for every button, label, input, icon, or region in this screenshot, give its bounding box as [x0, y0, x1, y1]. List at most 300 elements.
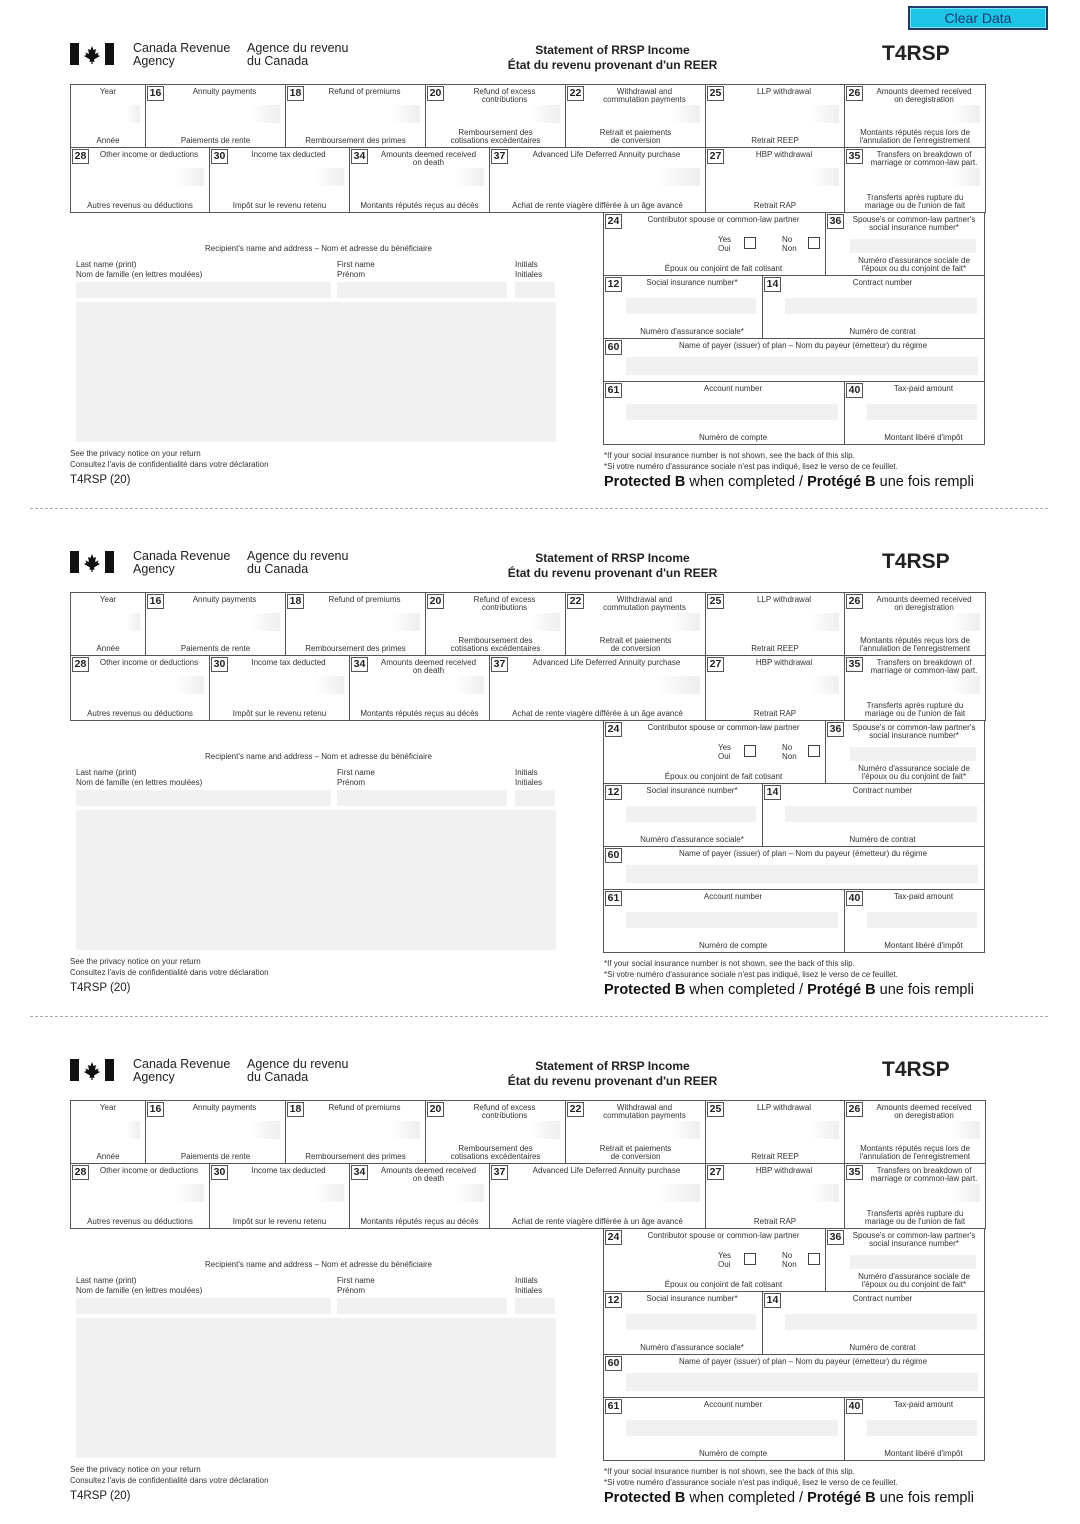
box-label-fr: Remboursement des primes [305, 644, 406, 653]
contract-number-input[interactable] [785, 1314, 977, 1330]
box-label-en: Social insurance number* [646, 786, 738, 795]
box-label-en: Transfers on breakdown of marriage or common-law part. [870, 150, 978, 167]
box-61-account-number [603, 1397, 845, 1461]
spouse-sin-input[interactable] [850, 239, 976, 253]
box-34 [349, 655, 490, 721]
box-label-en: Amounts deemed received on death [380, 1166, 477, 1183]
initials-label-en: Initials [515, 1276, 538, 1285]
box-label-fr: Retrait REEP [751, 1152, 799, 1161]
box-label-fr: Montant libéré d'impôt [884, 433, 963, 442]
box-label-en: Amounts deemed received on deregistration [876, 87, 972, 104]
box-label-fr: Transferts après rupture du mariage ou de l'union de fait [864, 1209, 966, 1226]
box-25-input[interactable] [710, 1121, 839, 1139]
protected-b-notice [604, 474, 974, 490]
last-name-label-fr: Nom de famille (en lettres moulées) [76, 1286, 203, 1295]
initials-label-fr: Initiales [515, 778, 543, 787]
box-12-sin [603, 783, 763, 847]
box-label-fr: Montants réputés reçus au décès [360, 201, 479, 210]
box-number: 22 [567, 86, 584, 101]
first-name-label-fr: Prénom [337, 1286, 366, 1295]
recipient-address-input[interactable] [76, 810, 556, 950]
box-22 [565, 592, 706, 656]
box-60-payer-name [603, 338, 985, 382]
box-number: 61 [605, 1399, 622, 1414]
box-label-en: Annuity payments [192, 87, 257, 96]
agency-en-line1: Canada Revenue [133, 1057, 231, 1071]
box-35-input[interactable] [849, 676, 980, 694]
box-label-en: Refund of premiums [328, 1103, 401, 1112]
box-number: 30 [211, 149, 228, 164]
no-label-fr: Non [782, 1260, 797, 1269]
box-34-input[interactable] [354, 676, 484, 694]
box-label-en: Year [99, 87, 117, 96]
box-number: 37 [491, 657, 508, 672]
slip-title-fr: État du revenu provenant d'un REER [507, 1074, 718, 1088]
agency-name-fr [247, 550, 348, 576]
protected-b-notice [604, 1490, 974, 1506]
box-label-fr: Retrait et paiements de conversion [599, 636, 672, 653]
box-number: 28 [72, 149, 89, 164]
box-16-input[interactable] [150, 1121, 280, 1139]
recipient-address-input[interactable] [76, 302, 556, 442]
last-name-input[interactable] [76, 1298, 331, 1314]
box-label-en: Tax-paid amount [893, 892, 954, 901]
box-30 [209, 655, 350, 721]
box-37-input[interactable] [494, 168, 700, 186]
box-year-input[interactable] [75, 1121, 140, 1139]
box-20-input[interactable] [430, 105, 560, 123]
box-number: 22 [567, 1102, 584, 1117]
box-label-en: Advanced Life Deferred Annuity purchase [532, 658, 681, 667]
box-label-fr: Autres revenus ou déductions [87, 1217, 193, 1226]
box-number: 27 [707, 657, 724, 672]
box-label-fr: Paiements de rente [180, 1152, 251, 1161]
box-label-fr: Remboursement des primes [305, 136, 406, 145]
box-number: 20 [427, 1102, 444, 1117]
box-34 [349, 1163, 490, 1229]
box-26 [844, 1100, 986, 1164]
sin-input[interactable] [626, 298, 756, 314]
t4rsp-slip [0, 1016, 1080, 1524]
box-30-input[interactable] [214, 676, 344, 694]
box-12-sin [603, 1291, 763, 1355]
box-number: 20 [427, 594, 444, 609]
agency-name-en [133, 1058, 230, 1084]
form-code: T4RSP [882, 550, 950, 573]
last-name-input[interactable] [76, 790, 331, 806]
account-number-input[interactable] [626, 912, 838, 928]
agency-en-line2: Agency [133, 54, 175, 68]
box-number: 24 [605, 1230, 622, 1245]
box-61-account-number [603, 889, 845, 953]
first-name-input[interactable] [337, 282, 507, 298]
box-label-en: Contract number [852, 1294, 913, 1303]
recipient-heading: Recipient's name and address – Nom et adresse du bénéficiaire [205, 1260, 432, 1269]
privacy-notice-fr: Consultez l'avis de confidentialité dans votre déclaration [70, 1476, 269, 1485]
box-number: 34 [351, 657, 368, 672]
box-label-fr: Montant libéré d'impôt [884, 941, 963, 950]
box-16-input[interactable] [150, 105, 280, 123]
box-number: 12 [605, 1293, 622, 1308]
box-label-en: Withdrawal and commutation payments [603, 595, 686, 612]
box-label-en: Amounts deemed received on death [380, 150, 477, 167]
protected-une-fois: une fois rempli [875, 474, 974, 490]
box-label-fr: Retrait REEP [751, 136, 799, 145]
box-label-fr: Autres revenus ou déductions [87, 709, 193, 718]
no-checkbox[interactable] [808, 745, 820, 757]
box-27-input[interactable] [710, 168, 839, 186]
box-label-en: Name of payer (issuer) of plan – Nom du payeur (émetteur) du régime [678, 849, 928, 858]
box-year-input[interactable] [75, 613, 140, 631]
first-name-label-en: First name [337, 1276, 375, 1285]
box-year-input[interactable] [75, 105, 140, 123]
box-20-input[interactable] [430, 613, 560, 631]
sin-footnote-fr: *Si votre numéro d'assurance sociale n'est pas indiqué, lisez le verso de ce feuillet. [604, 970, 898, 979]
first-name-label-en: First name [337, 260, 375, 269]
box-28-input[interactable] [75, 168, 204, 186]
box-label-en: Transfers on breakdown of marriage or common-law part. [870, 658, 978, 675]
box-label-fr: Numéro de contrat [849, 1343, 916, 1352]
box-27-input[interactable] [710, 1184, 839, 1202]
box-22-input[interactable] [570, 613, 700, 631]
box-34-input[interactable] [354, 168, 484, 186]
box-label-en: Refund of premiums [328, 595, 401, 604]
box-16 [145, 1100, 286, 1164]
box-26 [844, 84, 986, 148]
box-year [70, 592, 146, 656]
box-label-fr: Montants réputés reçus lors de l'annulation de l'enregistrement [859, 636, 971, 653]
box-label-fr: Achat de rente viagère différée à un âge avancé [512, 709, 683, 718]
box-18 [285, 84, 426, 148]
protected-b-en: Protected B [604, 474, 686, 490]
box-number: 35 [846, 657, 863, 672]
box-label-fr: Numéro d'assurance sociale de l'époux ou du conjoint de fait* [858, 764, 970, 781]
box-40-tax-paid-amount [844, 381, 985, 445]
box-label-fr: Montants réputés reçus lors de l'annulation de l'enregistrement [859, 1144, 971, 1161]
box-30 [209, 1163, 350, 1229]
box-number: 30 [211, 1165, 228, 1180]
box-number: 18 [287, 594, 304, 609]
box-25-input[interactable] [710, 613, 839, 631]
box-24-contributor-spouse [603, 212, 826, 276]
sin-footnote-fr: *Si votre numéro d'assurance sociale n'est pas indiqué, lisez le verso de ce feuillet. [604, 462, 898, 471]
box-label-en: Social insurance number* [646, 278, 738, 287]
initials-label-fr: Initiales [515, 270, 543, 279]
last-name-label-en: Last name (print) [76, 1276, 137, 1285]
box-24-contributor-spouse [603, 1228, 826, 1292]
box-27-input[interactable] [710, 676, 839, 694]
slip-title-en: Statement of RRSP Income [535, 43, 690, 57]
box-label-en: Spouse's or common-law partner's social insurance number* [852, 215, 976, 232]
box-26-input[interactable] [849, 1121, 980, 1139]
agency-fr-line1: Agence du revenu [247, 1057, 349, 1071]
box-25-input[interactable] [710, 105, 839, 123]
yes-checkbox[interactable] [744, 1253, 756, 1265]
agency-en-line2: Agency [133, 1070, 175, 1084]
box-label-en: Income tax deducted [251, 1166, 326, 1175]
yes-checkbox[interactable] [744, 745, 756, 757]
box-label-fr: Numéro d'assurance sociale de l'époux ou du conjoint de fait* [858, 1272, 970, 1289]
first-name-input[interactable] [337, 790, 507, 806]
box-number: 34 [351, 1165, 368, 1180]
canada-flag-icon [70, 43, 114, 65]
box-14-contract-number [762, 783, 985, 847]
box-number: 36 [827, 722, 844, 737]
box-22 [565, 84, 706, 148]
box-35 [844, 655, 986, 721]
box-60-payer-name [603, 846, 985, 890]
box-label-en: Annuity payments [192, 1103, 257, 1112]
agency-en-line1: Canada Revenue [133, 549, 231, 563]
last-name-label-fr: Nom de famille (en lettres moulées) [76, 270, 203, 279]
yes-label-fr: Oui [718, 752, 731, 761]
contract-number-input[interactable] [785, 806, 977, 822]
slip-title-fr: État du revenu provenant d'un REER [507, 58, 718, 72]
payer-name-input[interactable] [626, 1373, 978, 1391]
box-label-en: Contributor spouse or common-law partner [647, 1231, 800, 1240]
first-name-label-en: First name [337, 768, 375, 777]
box-label-fr: Retrait RAP [753, 201, 797, 210]
slip-title-en: Statement of RRSP Income [535, 551, 690, 565]
payer-name-input[interactable] [626, 865, 978, 883]
box-label-fr: Remboursement des cotisations excédentaires [450, 636, 541, 653]
box-label-fr: Retrait et paiements de conversion [599, 128, 672, 145]
box-40-tax-paid-amount [844, 889, 985, 953]
box-26 [844, 592, 986, 656]
box-label-en: LLP withdrawal [756, 87, 812, 96]
initials-input[interactable] [515, 790, 555, 806]
protected-b-notice [604, 982, 974, 998]
initials-input[interactable] [515, 1298, 555, 1314]
box-label-en: HBP withdrawal [755, 150, 813, 159]
sin-footnote-en: *If your social insurance number is not shown, see the back of this slip. [604, 451, 855, 460]
box-28-input[interactable] [75, 1184, 204, 1202]
box-number: 25 [707, 1102, 724, 1117]
protected-une-fois: une fois rempli [875, 1490, 974, 1506]
box-18-input[interactable] [290, 613, 420, 631]
box-number: 16 [147, 594, 164, 609]
box-label-en: HBP withdrawal [755, 658, 813, 667]
box-number: 40 [846, 1399, 863, 1414]
box-label-fr: Retrait et paiements de conversion [599, 1144, 672, 1161]
box-label-en: Name of payer (issuer) of plan – Nom du payeur (émetteur) du régime [678, 1357, 928, 1366]
box-20-input[interactable] [430, 1121, 560, 1139]
box-label-fr: Année [96, 644, 120, 653]
no-checkbox[interactable] [808, 1253, 820, 1265]
box-label-fr: Impôt sur le revenu retenu [232, 1217, 327, 1226]
box-34 [349, 147, 490, 213]
box-number: 25 [707, 86, 724, 101]
no-label-en: No [782, 1251, 793, 1260]
box-27 [705, 655, 845, 721]
box-24-contributor-spouse [603, 720, 826, 784]
box-label-fr: Numéro de contrat [849, 835, 916, 844]
initials-input[interactable] [515, 282, 555, 298]
tax-paid-amount-input[interactable] [867, 404, 977, 420]
tax-paid-amount-input[interactable] [867, 1420, 977, 1436]
box-label-fr: Achat de rente viagère différée à un âge avancé [512, 1217, 683, 1226]
box-35-input[interactable] [849, 1184, 980, 1202]
box-number: 16 [147, 1102, 164, 1117]
box-16-input[interactable] [150, 613, 280, 631]
box-25 [705, 592, 845, 656]
box-label-en: Transfers on breakdown of marriage or common-law part. [870, 1166, 978, 1183]
box-20 [425, 1100, 566, 1164]
first-name-input[interactable] [337, 1298, 507, 1314]
box-number: 60 [605, 340, 622, 355]
box-34-input[interactable] [354, 1184, 484, 1202]
tax-paid-amount-input[interactable] [867, 912, 977, 928]
box-label-fr: Époux ou conjoint de fait cotisant [664, 1280, 783, 1289]
form-version: T4RSP (20) [70, 1490, 131, 1502]
recipient-heading: Recipient's name and address – Nom et adresse du bénéficiaire [205, 244, 432, 253]
box-26-input[interactable] [849, 105, 980, 123]
box-number: 18 [287, 1102, 304, 1117]
recipient-heading: Recipient's name and address – Nom et adresse du bénéficiaire [205, 752, 432, 761]
canada-flag-icon [70, 1059, 114, 1081]
box-22 [565, 1100, 706, 1164]
agency-name-en [133, 42, 230, 68]
initials-label-en: Initials [515, 768, 538, 777]
box-label-en: Income tax deducted [251, 150, 326, 159]
box-label-en: Amounts deemed received on deregistration [876, 595, 972, 612]
box-25 [705, 1100, 845, 1164]
yes-label-en: Yes [718, 743, 732, 752]
account-number-input[interactable] [626, 1420, 838, 1436]
box-30-input[interactable] [214, 168, 344, 186]
contract-number-input[interactable] [785, 298, 977, 314]
protected-when-completed: when completed / [685, 474, 808, 490]
box-number: 22 [567, 594, 584, 609]
box-22-input[interactable] [570, 1121, 700, 1139]
box-number: 24 [605, 722, 622, 737]
protected-b-en: Protected B [604, 982, 686, 998]
box-label-en: Tax-paid amount [893, 384, 954, 393]
box-number: 36 [827, 214, 844, 229]
privacy-notice-en: See the privacy notice on your return [70, 449, 201, 458]
box-61-account-number [603, 381, 845, 445]
clear-data-button[interactable]: Clear Data [908, 6, 1048, 30]
box-label-fr: Transferts après rupture du mariage ou de l'union de fait [864, 701, 966, 718]
box-number: 24 [605, 214, 622, 229]
slip-title-fr: État du revenu provenant d'un REER [507, 566, 718, 580]
box-label-en: Refund of premiums [328, 87, 401, 96]
box-12-sin [603, 275, 763, 339]
box-label-en: Account number [703, 1400, 763, 1409]
box-label-fr: Époux ou conjoint de fait cotisant [664, 264, 783, 273]
box-18 [285, 592, 426, 656]
privacy-notice-en: See the privacy notice on your return [70, 1465, 201, 1474]
yes-label-en: Yes [718, 1251, 732, 1260]
box-37-input[interactable] [494, 1184, 700, 1202]
box-label-en: Contributor spouse or common-law partner [647, 723, 800, 732]
box-30-input[interactable] [214, 1184, 344, 1202]
protected-une-fois: une fois rempli [875, 982, 974, 998]
box-37 [489, 655, 706, 721]
box-label-fr: Transferts après rupture du mariage ou de l'union de fait [864, 193, 966, 210]
spouse-sin-input[interactable] [850, 1255, 976, 1269]
box-label-en: Withdrawal and commutation payments [603, 87, 686, 104]
box-label-fr: Impôt sur le revenu retenu [232, 709, 327, 718]
agency-name-fr [247, 1058, 348, 1084]
box-label-en: Other income or deductions [99, 658, 199, 667]
box-35-input[interactable] [849, 168, 980, 186]
box-25 [705, 84, 845, 148]
box-label-en: Refund of excess contributions [473, 87, 536, 104]
box-37-input[interactable] [494, 676, 700, 694]
box-18-input[interactable] [290, 105, 420, 123]
box-label-en: Refund of excess contributions [473, 595, 536, 612]
account-number-input[interactable] [626, 404, 838, 420]
no-checkbox[interactable] [808, 237, 820, 249]
box-18-input[interactable] [290, 1121, 420, 1139]
box-36-spouse-sin [825, 720, 985, 784]
box-label-en: Amounts deemed received on deregistration [876, 1103, 972, 1120]
box-26-input[interactable] [849, 613, 980, 631]
protected-b-fr: Protégé B [807, 1490, 876, 1506]
box-number: 37 [491, 1165, 508, 1180]
box-number: 12 [605, 277, 622, 292]
box-number: 16 [147, 86, 164, 101]
first-name-label-fr: Prénom [337, 778, 366, 787]
sin-input[interactable] [626, 806, 756, 822]
box-label-en: Refund of excess contributions [473, 1103, 536, 1120]
first-name-label-fr: Prénom [337, 270, 366, 279]
box-number: 20 [427, 86, 444, 101]
box-20 [425, 84, 566, 148]
box-number: 28 [72, 1165, 89, 1180]
last-name-label-en: Last name (print) [76, 768, 137, 777]
box-14-contract-number [762, 275, 985, 339]
form-version: T4RSP (20) [70, 982, 131, 994]
box-label-fr: Retrait RAP [753, 1217, 797, 1226]
box-year [70, 84, 146, 148]
box-18 [285, 1100, 426, 1164]
box-30 [209, 147, 350, 213]
spouse-sin-input[interactable] [850, 747, 976, 761]
box-label-en: Account number [703, 892, 763, 901]
slip-title-en: Statement of RRSP Income [535, 1059, 690, 1073]
last-name-input[interactable] [76, 282, 331, 298]
box-label-en: HBP withdrawal [755, 1166, 813, 1175]
box-label-en: Withdrawal and commutation payments [603, 1103, 686, 1120]
box-number: 60 [605, 848, 622, 863]
payer-name-input[interactable] [626, 357, 978, 375]
box-label-fr: Époux ou conjoint de fait cotisant [664, 772, 783, 781]
box-20 [425, 592, 566, 656]
box-number: 26 [846, 1102, 863, 1117]
box-label-en: Contributor spouse or common-law partner [647, 215, 800, 224]
box-label-en: Contract number [852, 278, 913, 287]
recipient-address-input[interactable] [76, 1318, 556, 1458]
sin-input[interactable] [626, 1314, 756, 1330]
box-22-input[interactable] [570, 105, 700, 123]
yes-checkbox[interactable] [744, 237, 756, 249]
box-label-en: Social insurance number* [646, 1294, 738, 1303]
box-28-input[interactable] [75, 676, 204, 694]
box-label-en: Name of payer (issuer) of plan – Nom du payeur (émetteur) du régime [678, 341, 928, 350]
box-label-fr: Numéro de contrat [849, 327, 916, 336]
box-label-fr: Montant libéré d'impôt [884, 1449, 963, 1458]
yes-label-fr: Oui [718, 1260, 731, 1269]
privacy-notice-fr: Consultez l'avis de confidentialité dans votre déclaration [70, 968, 269, 977]
privacy-notice-en: See the privacy notice on your return [70, 957, 201, 966]
box-label-fr: Numéro d'assurance sociale* [640, 1343, 744, 1352]
box-label-en: LLP withdrawal [756, 1103, 812, 1112]
box-label-en: Other income or deductions [99, 150, 199, 159]
box-label-en: Other income or deductions [99, 1166, 199, 1175]
sin-footnote-en: *If your social insurance number is not shown, see the back of this slip. [604, 959, 855, 968]
